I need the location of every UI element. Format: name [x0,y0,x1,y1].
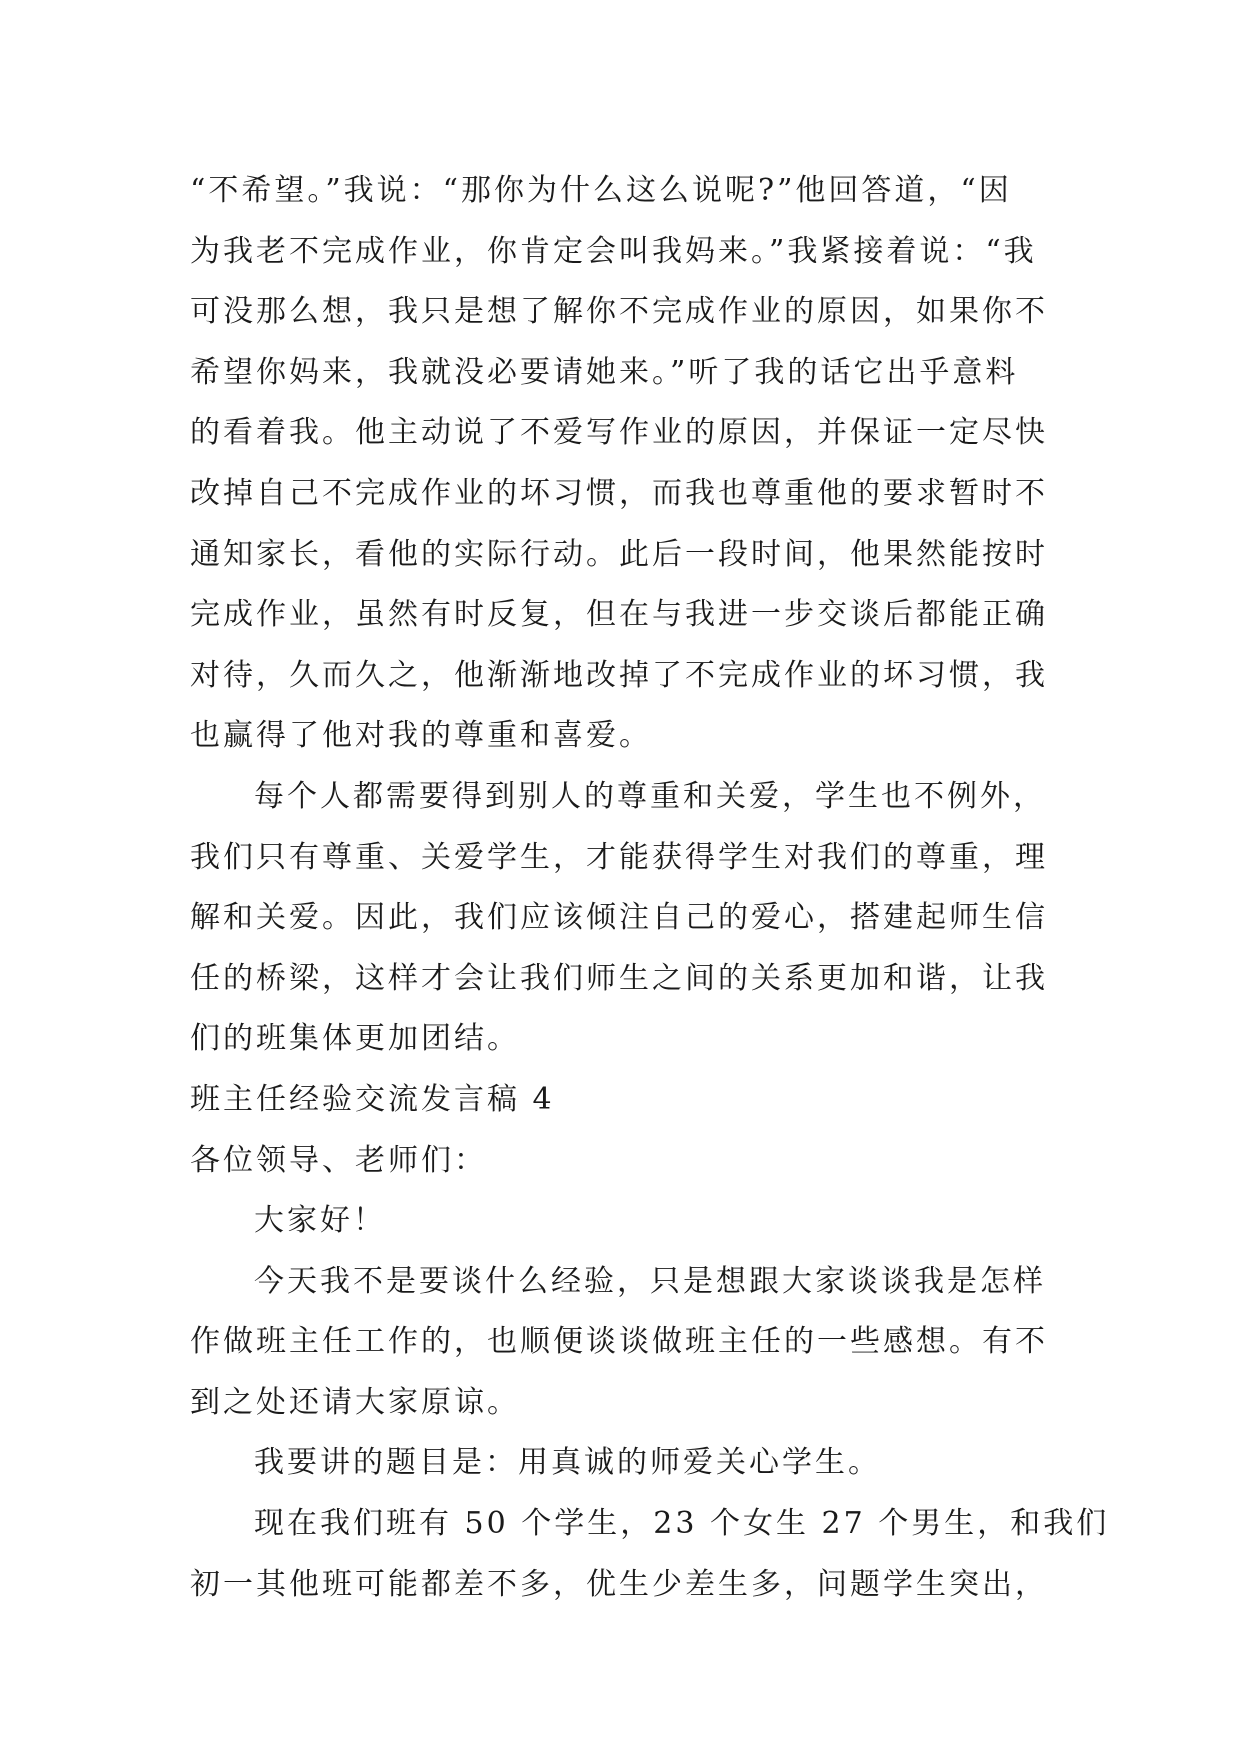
text-line: 我们只有尊重、关爱学生，才能获得学生对我们的尊重，理 [190,839,1048,875]
text-line: 可没那么想，我只是想了解你不完成作业的原因，如果你不 [190,294,1048,330]
text-line: 任的桥梁，这样才会让我们师生之间的关系更加和谐，让我 [190,960,1048,996]
greeting: 大家好！ [254,1203,386,1239]
text-line: 希望你妈来，我就没必要请她来。”听了我的话它出乎意料 [190,354,1019,390]
text-line: 们的班集体更加团结。 [190,1021,520,1057]
section-heading: 班主任经验交流发言稿 4 [190,1081,555,1117]
text-line: 对待，久而久之，他渐渐地改掉了不完成作业的坏习惯，我 [190,657,1048,693]
paragraph-start-line: 现在我们班有 50 个学生，23 个女生 27 个男生，和我们 [254,1506,1110,1542]
text-line: 到之处还请大家原谅。 [190,1384,520,1420]
text-line: 初一其他班可能都差不多，优生少差生多，问题学生突出， [190,1566,1048,1602]
paragraph-start-line: 每个人都需要得到别人的尊重和关爱，学生也不例外， [254,778,1046,814]
text-line: 作做班主任工作的，也顺便谈谈做班主任的一些感想。有不 [190,1324,1048,1360]
text-line: 改掉自己不完成作业的坏习惯，而我也尊重他的要求暂时不 [190,475,1048,511]
text-line: 解和关爱。因此，我们应该倾注自己的爱心，搭建起师生信 [190,900,1048,936]
document-body [190,161,1110,1615]
paragraph-start-line: 我要讲的题目是：用真诚的师爱关心学生。 [254,1445,881,1481]
text-line: 完成作业，虽然有时反复，但在与我进一步交谈后都能正确 [190,597,1048,633]
text-line: 通知家长，看他的实际行动。此后一段时间，他果然能按时 [190,536,1048,572]
text-line: “不希望。”我说：“那你为什么这么说呢?”他回答道，“因 [190,173,1012,208]
paragraph-start-line: 今天我不是要谈什么经验，只是想跟大家谈谈我是怎样 [254,1263,1046,1299]
salutation: 各位领导、老师们： [190,1142,487,1178]
text-line: 的看着我。他主动说了不爱写作业的原因，并保证一定尽快 [190,415,1048,451]
text-line: 也赢得了他对我的尊重和喜爱。 [190,718,652,754]
text-line: 为我老不完成作业，你肯定会叫我妈来。”我紧接着说：“我 [190,233,1037,269]
